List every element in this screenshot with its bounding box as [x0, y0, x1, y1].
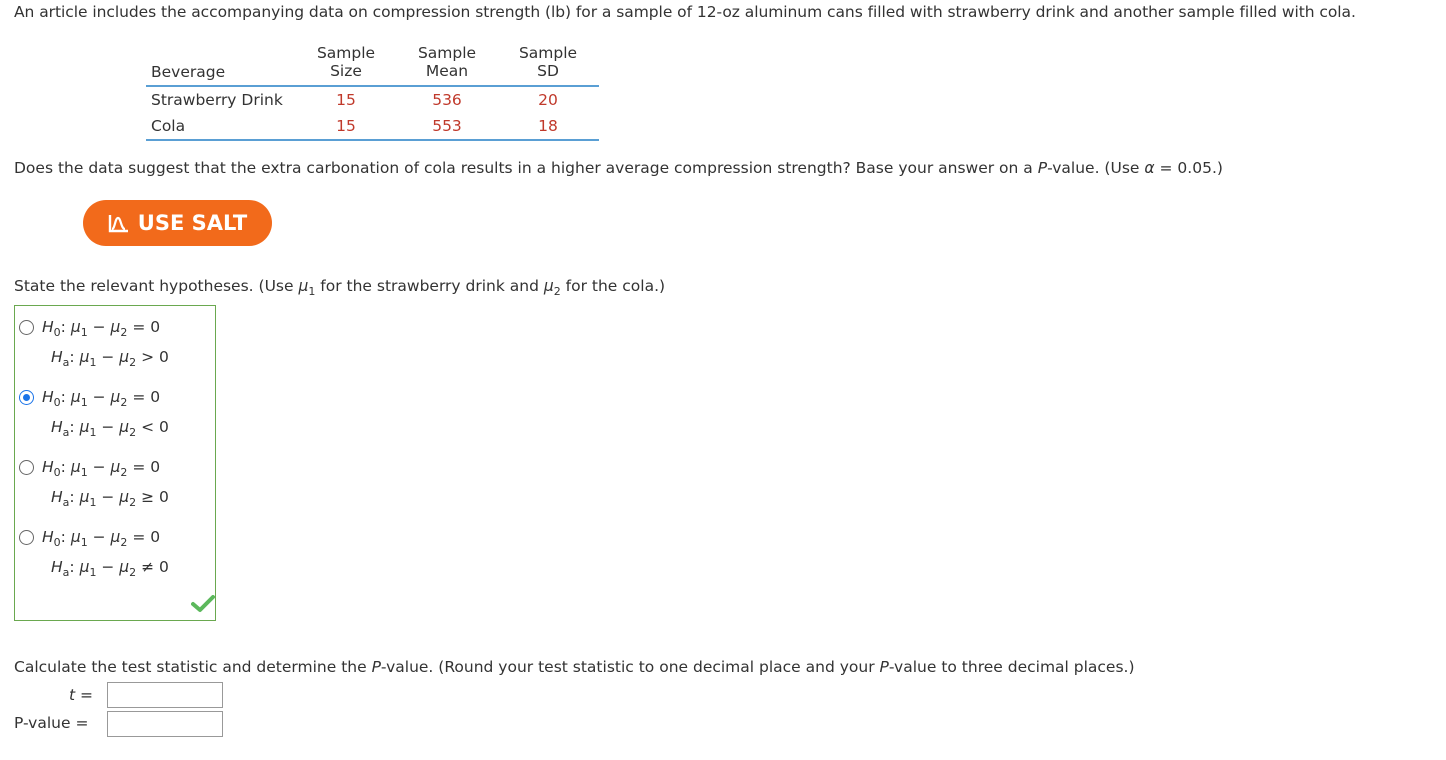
header-beverage: Beverage: [151, 63, 226, 81]
alternative-hypothesis: $H_a$: $\mu_1 - \mu_2 \ge 0$: [51, 488, 169, 509]
t-label: t =: [69, 686, 93, 704]
table-row: [146, 87, 599, 113]
table-header-row: [146, 43, 599, 87]
header-sample-size: Sample Size: [316, 44, 376, 80]
header-sample-mean: Sample Mean: [417, 44, 477, 80]
table-row: [146, 113, 599, 141]
null-hypothesis: $H_0$: $\mu_1 - \mu_2 = 0$: [42, 528, 161, 549]
checkmark-icon: [191, 595, 215, 613]
salt-chart-icon: [108, 213, 130, 233]
question-text: Does the data suggest that the extra carbonation of cola results in a higher average compression strength? Base your answer on a P-value. (Use α = 0.05.): [14, 159, 1223, 177]
radio-button[interactable]: [19, 320, 34, 335]
hypotheses-prompt: State the relevant hypotheses. (Use $\mu_1$ for the strawberry drink and $\mu_2$ for the cola.): [14, 277, 666, 298]
radio-button[interactable]: [19, 530, 34, 545]
row-mean: 536: [432, 91, 462, 109]
row-size: 15: [336, 91, 356, 109]
p-value-label: P-value =: [14, 714, 89, 732]
null-hypothesis: $H_0$: $\mu_1 - \mu_2 = 0$: [42, 458, 161, 479]
radio-button[interactable]: [19, 460, 34, 475]
null-hypothesis: $H_0$: $\mu_1 - \mu_2 = 0$: [42, 388, 161, 409]
use-salt-label: USE SALT: [137, 211, 248, 235]
alternative-hypothesis: $H_a$: $\mu_1 - \mu_2 \ne 0$: [51, 558, 169, 579]
row-sd: 20: [538, 91, 558, 109]
t-statistic-input[interactable]: [107, 682, 223, 708]
row-beverage: Strawberry Drink: [151, 91, 283, 109]
header-sample-sd: Sample SD: [518, 44, 578, 80]
alternative-hypothesis: $H_a$: $\mu_1 - \mu_2 < 0$: [51, 418, 169, 439]
p-value-input[interactable]: [107, 711, 223, 737]
null-hypothesis: $H_0$: $\mu_1 - \mu_2 = 0$: [42, 318, 161, 339]
radio-button-selected[interactable]: [19, 390, 34, 405]
hypotheses-choice-group: [14, 305, 216, 621]
row-sd: 18: [538, 117, 558, 135]
row-size: 15: [336, 117, 356, 135]
row-beverage: Cola: [151, 117, 186, 135]
problem-intro: An article includes the accompanying data on compression strength (lb) for a sample of 12-oz aluminum cans filled with strawberry drink and another sample filled with cola.: [14, 3, 1356, 21]
use-salt-button[interactable]: [83, 200, 272, 246]
row-mean: 553: [432, 117, 462, 135]
data-table: [146, 43, 599, 141]
alternative-hypothesis: $H_a$: $\mu_1 - \mu_2 > 0$: [51, 348, 169, 369]
calculate-prompt: Calculate the test statistic and determine the P-value. (Round your test statistic to one decimal place and your P-value to three decimal places.): [14, 658, 1135, 676]
